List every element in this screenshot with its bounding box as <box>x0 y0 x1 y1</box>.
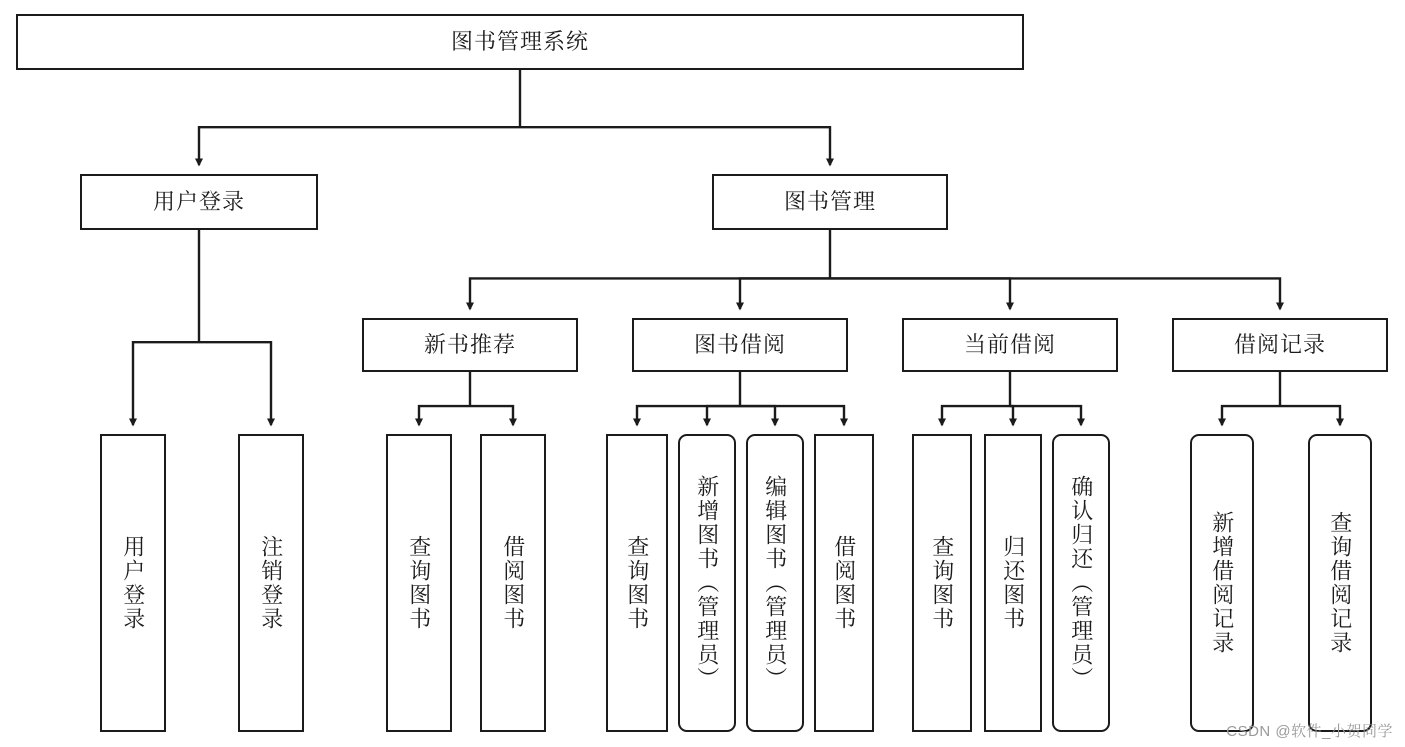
node-borrow[interactable] <box>632 318 848 372</box>
node-b4[interactable] <box>814 434 874 732</box>
node-label: 用户登录 <box>120 535 146 631</box>
node-label: 注销登录 <box>258 535 284 631</box>
node-login[interactable] <box>80 174 318 230</box>
node-l2[interactable] <box>238 434 304 732</box>
node-c3[interactable] <box>1052 434 1110 732</box>
node-label: 确认归还（管理员） <box>1068 475 1094 691</box>
node-current[interactable] <box>902 318 1118 372</box>
node-label: 查询借阅记录 <box>1327 511 1353 655</box>
node-label: 图书借阅 <box>693 332 786 358</box>
node-b1[interactable] <box>606 434 668 732</box>
node-c2[interactable] <box>984 434 1042 732</box>
watermark-label: CSDN @软件_小贺同学 <box>1226 723 1393 740</box>
node-label: 借阅图书 <box>831 535 857 631</box>
node-h1[interactable] <box>1190 434 1254 732</box>
node-bookmgmt[interactable] <box>712 174 948 230</box>
node-label: 用户登录 <box>152 189 245 215</box>
node-label: 编辑图书（管理员） <box>762 475 788 691</box>
node-root[interactable] <box>16 14 1024 70</box>
node-label: 借阅记录 <box>1233 332 1326 358</box>
node-label: 新增借阅记录 <box>1209 511 1235 655</box>
node-b2[interactable] <box>678 434 736 732</box>
node-b3[interactable] <box>746 434 804 732</box>
node-label: 当前借阅 <box>963 332 1056 358</box>
node-label: 借阅图书 <box>500 535 526 631</box>
node-c1[interactable] <box>912 434 972 732</box>
node-newrec[interactable] <box>362 318 578 372</box>
node-label: 查询图书 <box>929 535 955 631</box>
node-label: 图书管理系统 <box>450 29 589 55</box>
node-h2[interactable] <box>1308 434 1372 732</box>
node-label: 新书推荐 <box>423 332 516 358</box>
node-label: 归还图书 <box>1000 535 1026 631</box>
node-history[interactable] <box>1172 318 1388 372</box>
node-label: 查询图书 <box>624 535 650 631</box>
node-n2[interactable] <box>480 434 546 732</box>
node-l1[interactable] <box>100 434 166 732</box>
node-label: 新增图书（管理员） <box>694 475 720 691</box>
node-label: 图书管理 <box>783 189 876 215</box>
node-n1[interactable] <box>386 434 452 732</box>
node-label: 查询图书 <box>406 535 432 631</box>
